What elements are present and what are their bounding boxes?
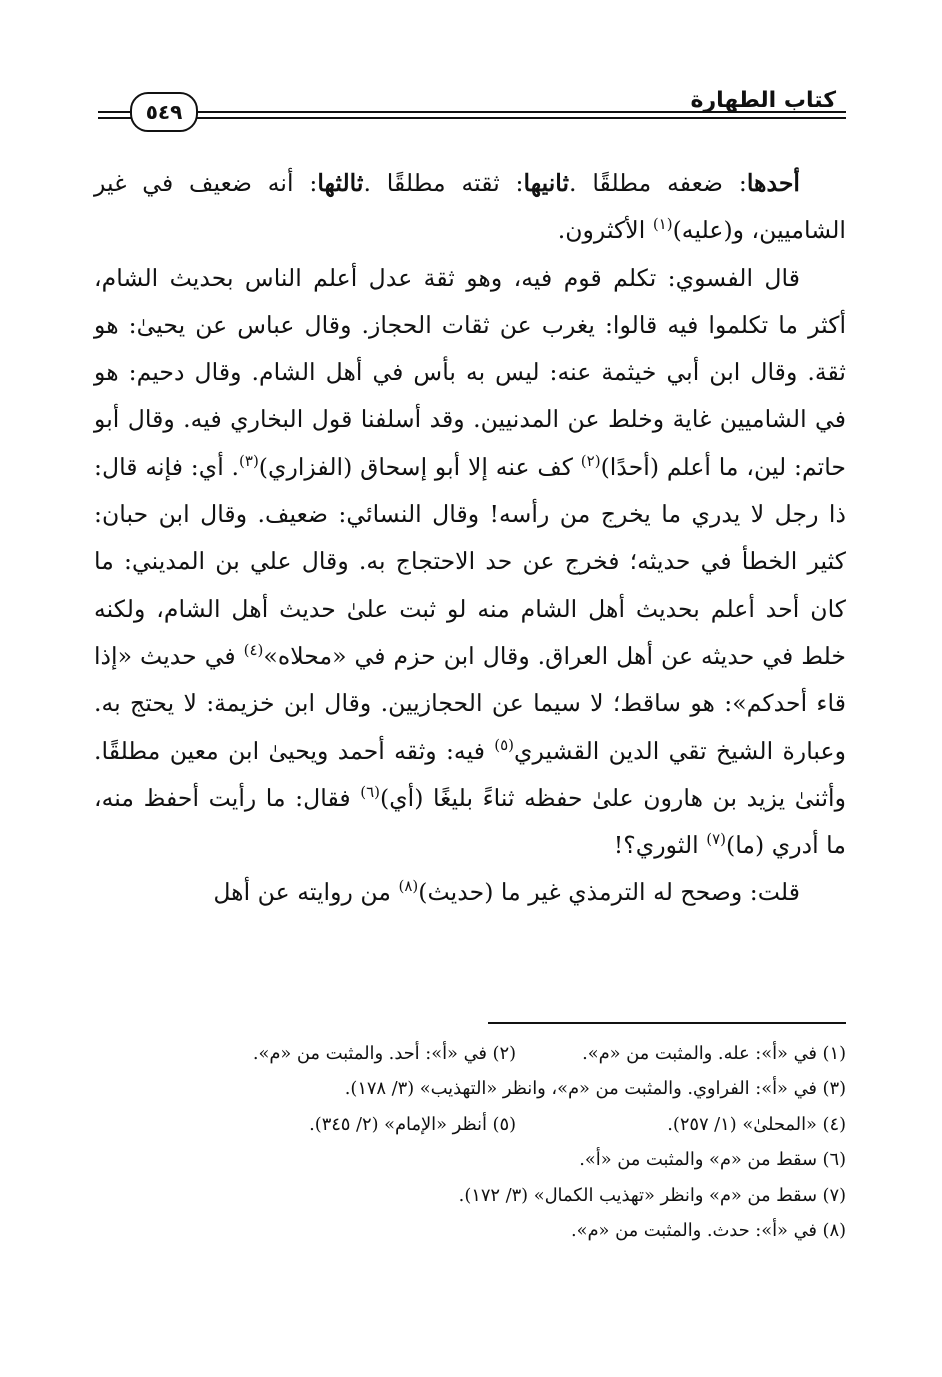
footnote-row bbox=[140, 1036, 846, 1071]
bold-term: ثالثها bbox=[317, 169, 364, 197]
footnote-2: (٢) في «أ»: أحد. والمثبت من «م». bbox=[252, 1043, 516, 1064]
text-run: قال الفسوي: تكلم قوم فيه، وهو ثقة عدل أعلم الناس بحديث الشام، أكثر ما تكلموا فيه قالوا: يغرب عن ثقات الحجاز. وقال عباس عن يحيىٰ: هو ثقة. وقال ابن أبي خيثمة عنه: ليس به بأس في أهل الشام. وقال دحيم: هو في الشاميين غاية وخلط عن المدنيين. وقد أسلفنا قول البخاري فيه. وقال أبو حاتم: لين، ما أعلم (أحدًا) bbox=[94, 263, 846, 481]
text-run: . أي: فإنه قال: ذا رجل لا يدري ما يخرج من رأسه! وقال النسائي: ضعيف. وقال ابن حبان: كثير الخطأ في حديثه؛ فخرج عن حد الاحتجاج به. وقال علي بن المديني: ما كان أحد أعلم بحديث أهل الشام منه لو ثبت علىٰ حديث أهل الشام، ولكنه خلط في حديثه عن أهل العراق. وقال ابن حزم في «محلاه» bbox=[94, 452, 846, 670]
text-run: الأكثرون. bbox=[557, 216, 653, 245]
bold-term: أحدها bbox=[746, 169, 800, 197]
paragraph bbox=[94, 255, 846, 870]
page-header bbox=[98, 84, 846, 130]
footnote-marker: (٧) bbox=[706, 830, 726, 849]
text-run: : أنه ضعيف في غير الشاميين، و(عليه) bbox=[94, 169, 846, 245]
footnote-row bbox=[140, 1107, 846, 1142]
footnote-8: (٨) في «أ»: حدث. والمثبت من «م». bbox=[571, 1219, 846, 1241]
footnote-separator bbox=[488, 1022, 846, 1024]
footnote-6: (٦) سقط من «م» والمثبت من «أ». bbox=[579, 1149, 846, 1171]
header-rule-bottom bbox=[98, 117, 846, 119]
text-run: قلت: وصحح له الترمذي غير ما (حديث) bbox=[418, 878, 800, 907]
main-text bbox=[94, 160, 846, 917]
text-run: كف عنه إلا أبو إسحاق (الفزاري) bbox=[258, 452, 581, 481]
text-run: من روايته عن أهل bbox=[213, 878, 399, 907]
footnote-1: (١) في «أ»: عله. والمثبت من «م». bbox=[582, 1043, 846, 1064]
footnote-7: (٧) سقط من «م» وانظر «تهذيب الكمال» (٣/ ١٧٢). bbox=[458, 1184, 846, 1206]
text-run: في حديث «إذا قاء أحدكم»: هو ساقط؛ لا سيما عن الحجازيين. وقال ابن خزيمة: لا يحتج به. وعبارة الشيخ تقي الدين القشيري bbox=[94, 641, 846, 765]
footnote-marker: (١) bbox=[652, 215, 673, 234]
footnotes bbox=[140, 1036, 846, 1248]
footnote-marker: (٦) bbox=[360, 783, 380, 801]
footnote-marker: (٨) bbox=[398, 877, 419, 896]
page-number: ٥٤٩ bbox=[130, 92, 198, 132]
footnote-marker: (٣) bbox=[239, 451, 259, 470]
paragraph bbox=[94, 160, 846, 255]
footnote-marker: (٢) bbox=[580, 451, 601, 470]
book-title: كتاب الطهارة bbox=[690, 88, 836, 113]
text-run: فقال: ما رأيت أحفظ منه، ما أدري (ما) bbox=[94, 783, 846, 860]
footnote-4: (٤) «المحلىٰ» (١/ ٢٥٧). bbox=[667, 1113, 846, 1135]
footnote-3: (٣) في «أ»: الفراوي. والمثبت من «م»، وانظر «التهذيب» (٣/ ١٧٨). bbox=[344, 1078, 846, 1100]
text-run: : ضعفه مطلقًا . bbox=[569, 169, 747, 197]
text-run: : ثقته مطلقًا . bbox=[363, 169, 524, 197]
text-run: الثوري؟! bbox=[613, 831, 707, 860]
text-run: فيه: وثقه أحمد ويحيىٰ ابن معين مطلقًا. وأثنىٰ يزيد بن هارون علىٰ حفظه ثناءً بليغًا (أي) bbox=[94, 736, 846, 812]
footnote-marker: (٥) bbox=[494, 735, 515, 754]
footnote-5: (٥) أنظر «الإمام» (٢/ ٣٤٥). bbox=[309, 1113, 516, 1135]
footnote-marker: (٤) bbox=[243, 641, 264, 660]
paragraph bbox=[94, 869, 846, 916]
bold-term: ثانيها bbox=[523, 169, 570, 197]
